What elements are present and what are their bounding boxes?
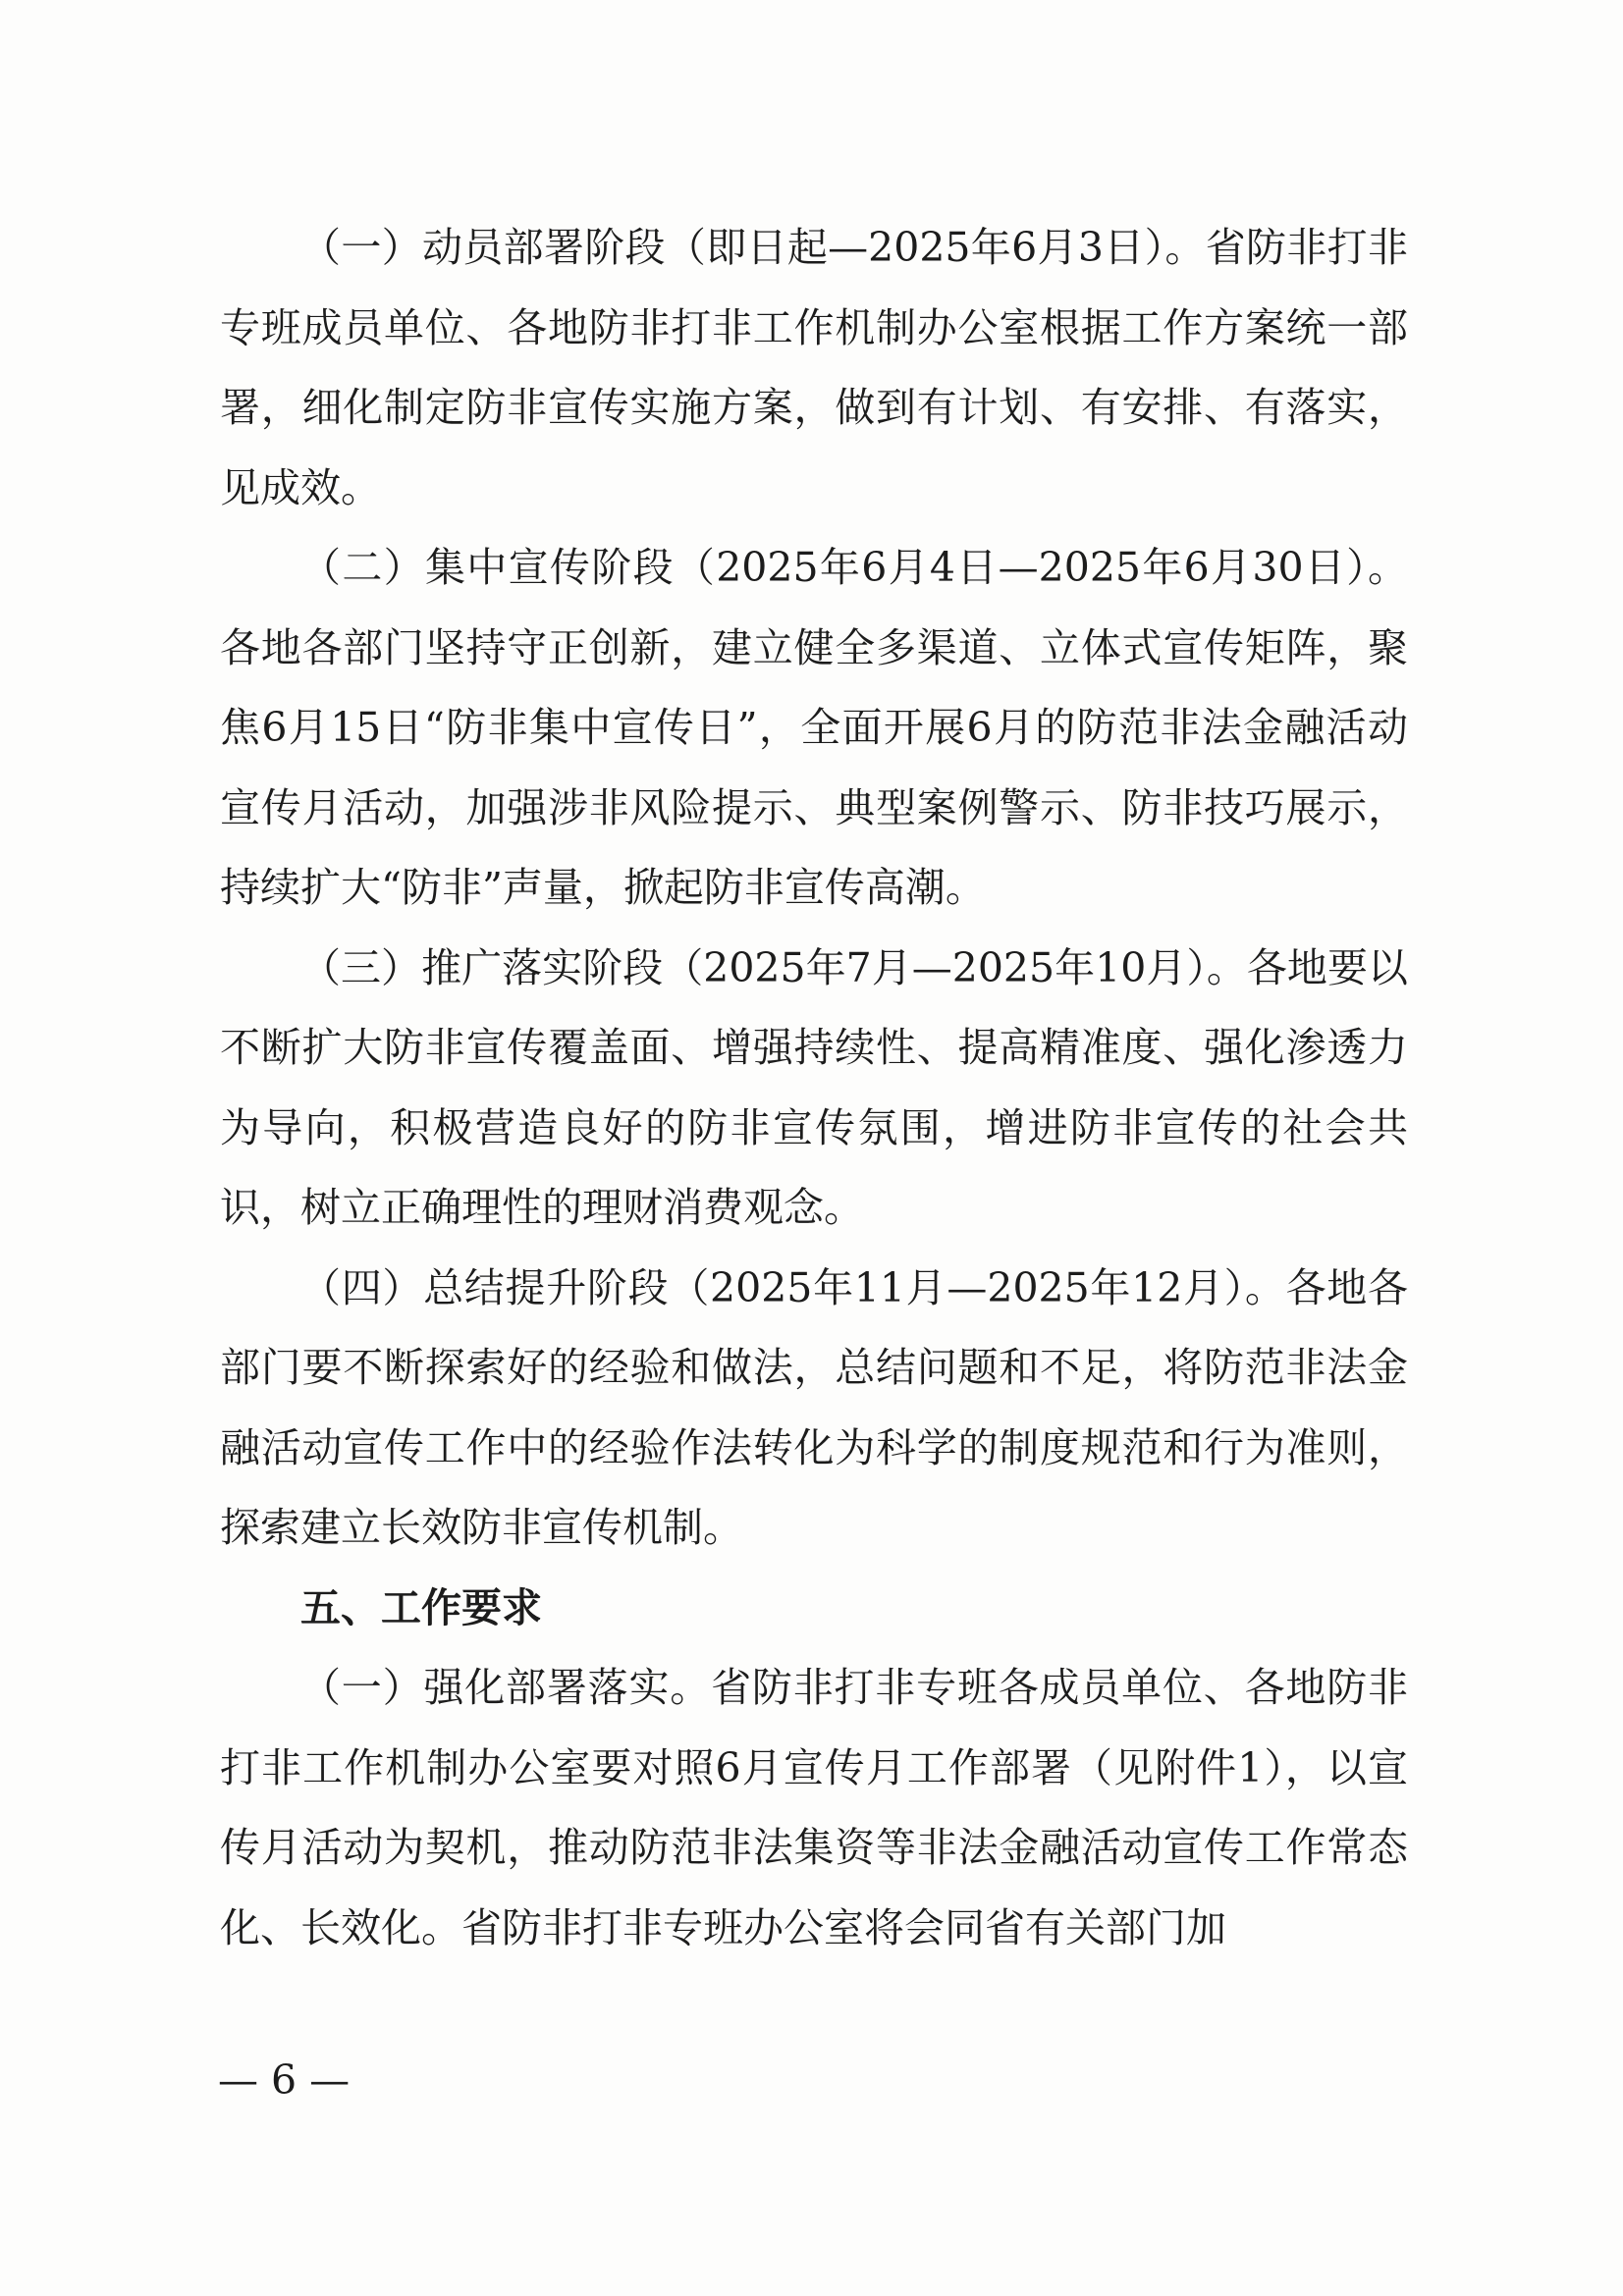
paragraph-mobilization-stage: （一）动员部署阶段（即日起—2025年6月3日）。省防非打非专班成员单位、各地防非打非工作机制办公室根据工作方案统一部署，细化制定防非宣传实施方案，做到有计划、有安排、有落实，见成效。 bbox=[220, 224, 1408, 511]
paragraph-promotion-stage: （三）推广落实阶段（2025年7月—2025年10月）。各地要以不断扩大防非宣传覆盖面、增强持续性、提高精准度、强化渗透力为导向，积极营造良好的防非宣传氛围，增进防非宣传的社会共识，树立正确理性的理财消费观念。 bbox=[220, 943, 1408, 1231]
paragraph-summary-stage: （四）总结提升阶段（2025年11月—2025年12月）。各地各部门要不断探索好的经验和做法，总结问题和不足，将防范非法金融活动宣传工作中的经验作法转化为科学的制度规范和行为准则，探索建立长效防非宣传机制。 bbox=[220, 1263, 1408, 1551]
section-heading: 五、工作要求 bbox=[300, 1583, 542, 1631]
paragraph-publicity-stage: （二）集中宣传阶段（2025年6月4日—2025年6月30日）。各地各部门坚持守正创新，建立健全多渠道、立体式宣传矩阵，聚焦6月15日“防非集中宣传日”，全面开展6月的防范非法金融活动宣传月活动，加强涉非风险提示、典型案例警示、防非技巧展示，持续扩大“防非”声量，掀起防非宣传高潮。 bbox=[220, 544, 1408, 911]
page-number: — 6 — bbox=[218, 2056, 351, 2104]
document-body bbox=[220, 208, 1408, 1968]
paragraph-deployment-requirement: （一）强化部署落实。省防非打非专班各成员单位、各地防非打非工作机制办公室要对照6月宣传月工作部署（见附件1），以宣传月活动为契机，推动防范非法集资等非法金融活动宣传工作常态化、长效化。省防非打非专班办公室将会同省有关部门加 bbox=[220, 1664, 1408, 1951]
